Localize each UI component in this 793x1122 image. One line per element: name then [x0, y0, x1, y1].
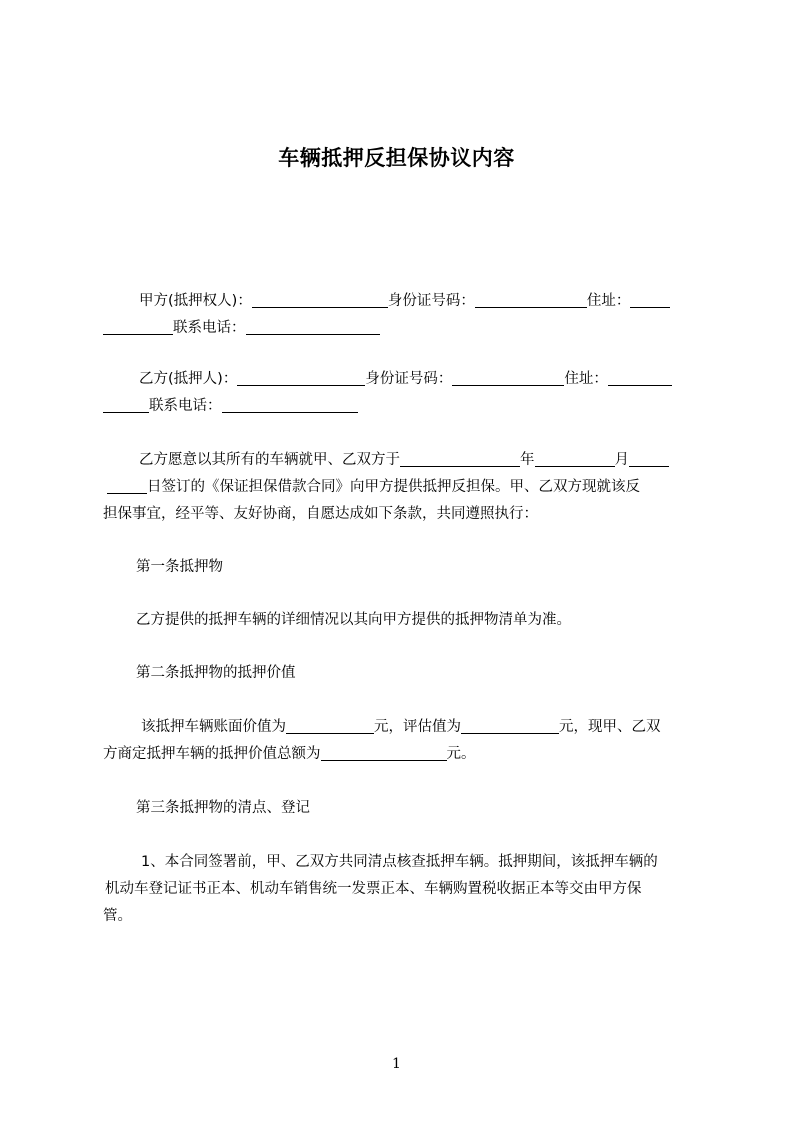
article-2-text-a: 该抵押车辆账面价值为 [141, 719, 286, 735]
intro-year: 年 [520, 452, 535, 468]
document-title: 车辆抵押反担保协议内容 [278, 146, 515, 170]
intro-paragraph [103, 447, 703, 528]
party-b-address-blank [608, 370, 672, 386]
appraised-value-blank [461, 718, 559, 734]
party-b-id-blank [452, 370, 564, 386]
party-a-phone-blank [246, 319, 380, 335]
article-3-line-3: 管。 [103, 908, 132, 924]
article-3-heading: 第三条抵押物的清点、登记 [136, 800, 310, 816]
article-3-paragraph [103, 849, 703, 930]
intro-text-2: 日签订的《保证担保借款合同》向甲方提供抵押反担保。甲、乙双方现就该反 [147, 479, 640, 495]
article-2-heading: 第二条抵押物的抵押价值 [136, 665, 296, 681]
party-b-label: 乙方(抵押人)： [139, 371, 238, 387]
party-a-name-blank [252, 292, 388, 308]
party-b-phone-label: 联系电话： [149, 398, 222, 414]
party-a-address-blank [630, 292, 670, 308]
article-1-heading: 第一条抵押物 [136, 559, 223, 575]
party-b-id-label: 身份证号码： [365, 371, 453, 387]
party-a-address-label: 住址： [586, 293, 631, 309]
intro-month: 月 [614, 452, 629, 468]
article-2-text-b: 元，评估值为 [374, 719, 461, 735]
party-a-id-label: 身份证号码： [387, 293, 475, 309]
party-a-phone-label: 联系电话： [173, 320, 246, 336]
page-number: 1 [392, 1056, 401, 1072]
article-1-text: 乙方提供的抵押车辆的详细情况以其向甲方提供的抵押物清单为准。 [136, 612, 571, 628]
book-value-blank [286, 718, 374, 734]
date-month-blank [535, 451, 615, 467]
article-2-text-d: 方商定抵押车辆的抵押价值总额为 [103, 746, 321, 762]
intro-text-1: 乙方愿意以其所有的车辆就甲、乙双方于 [139, 452, 400, 468]
party-a-address-blank-cont [103, 319, 173, 335]
party-a-id-blank [475, 292, 587, 308]
party-a-paragraph [103, 288, 703, 342]
date-day-blank [629, 451, 669, 467]
party-b-name-blank [237, 370, 365, 386]
party-a-label: 甲方(抵押权人)： [139, 293, 252, 309]
article-3-line-2: 机动车登记证书正本、机动车销售统一发票正本、车辆购置税收据正本等交由甲方保 [105, 881, 642, 897]
party-b-address-blank-cont [103, 397, 149, 413]
article-2-text-c: 元，现甲、乙双 [559, 719, 661, 735]
party-b-address-label: 住址： [564, 371, 608, 387]
party-b-paragraph [103, 366, 703, 420]
mortgage-value-blank [321, 745, 447, 761]
date-year-blank [400, 451, 520, 467]
article-3-line-1: 1、本合同签署前，甲、乙双方共同清点核查抵押车辆。抵押期间，该抵押车辆的 [141, 854, 658, 870]
intro-text-3: 担保事宜，经平等、友好协商，自愿达成如下条款，共同遵照执行： [103, 506, 538, 522]
article-2-paragraph [103, 714, 703, 768]
date-day-blank-cont [107, 478, 147, 494]
party-b-phone-blank [222, 397, 358, 413]
article-2-text-e: 元。 [446, 746, 476, 762]
